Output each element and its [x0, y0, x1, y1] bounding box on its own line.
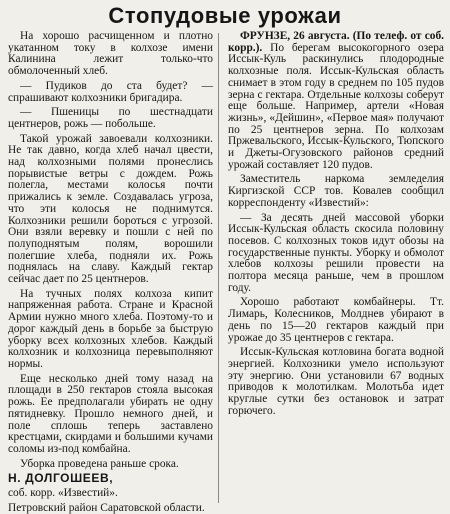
article-title: Стопудовые урожаи [108, 3, 342, 28]
column-divider [218, 33, 219, 503]
left-paragraph-5: На тучных полях колхоза кипит напряженная работа. Стране и Красной Армии нужно много хлеба. Поэтому-то и дорог каждый день в борьбе за быструю уборку всех колхозных хлебов. Каждый колхозник и колхозница перевыполняют нормы. [8, 287, 213, 370]
right-column [228, 31, 444, 507]
left-paragraph-7: Уборка проведена раньше срока. [20, 457, 179, 470]
left-paragraph-2: — Пудиков до ста будет? — спрашивают колхозники бригадира. [8, 79, 213, 104]
left-paragraph-1: На хорошо расчищенном и плотно укатанном току в колхозе имени Калинина лежит только-что обмолоченный хлеб. [8, 30, 213, 78]
right-paragraph-5: Иссык-Кульская котловина богата водной энергией. Колхозники умело используют эту энергию. Они установили 67 водных приводов к молотилкам. Молотьба идет круглые сутки без остановок и затрат горючего. [228, 346, 444, 417]
left-paragraph-3: — Пшеницы по шестнадцати центнеров, рожь — побольше. [8, 106, 213, 130]
author-role: соб. корр. «Известий». [8, 487, 118, 500]
dateline: ФРУНЗЕ, 26 августа. (По телеф. от соб. корр.). [228, 30, 444, 54]
author-name: Н. ДОЛГОШЕЕВ, [8, 471, 114, 486]
left-paragraph-4: Такой урожай завоевали колхозники. Не так давно, когда хлеб начал цвести, над колхозными полями пронеслись порывистые ветры с дождем. Рожь полегла, местами колосья почти прижались к земле. Создавалась угроза, что эти колосья не поднимутся. Колхозники решили бороться с угрозой. Они взяли веревку и пошли с ней по полуподнятым полям, ворошили полегшие хлеба, подняли их. Рожь поднялась на славу. Каждый гектар сейчас дает по 25 центнеров. [8, 132, 213, 286]
right-paragraph-4: Хорошо работают комбайнеры. Тт. Лимарь, Колесников, Молднев убирают в день по 15—20 гектаров каждый при урожае до 35 центнеров с гектара. [228, 296, 444, 344]
right-paragraph-2: Заместитель наркома земледелия Киргизской ССР тов. Ковалев сообщил корреспонденту «Известий»: [228, 173, 444, 209]
author-location: Петровский район Саратовской области. [8, 501, 205, 514]
left-column [8, 30, 213, 514]
left-paragraph-6: Еще несколько дней тому назад на площади в 250 гектаров стояла высокая рожь. Ее предполагали убирать не одну пятидневку. Прошло немного дней, и поле сплошь теперь заставлено крестцами, скирдами и большими кучами соломы из-под комбайна. [8, 372, 213, 455]
right-lead-paragraph [228, 31, 444, 171]
right-paragraph-3: — За десять дней массовой уборки Иссык-Кульская область скосила половину посевов. С колхозных токов идут обозы на государственные пункты. Уборку и обмолот хлебов колхозы решили провести на полтора месяца раньше, чем в прошлом году. [228, 211, 444, 294]
right-paragraph-1: По берегам высокогорного озера Иссык-Куль раскинулись плодородные колхозные поля. Иссык-Кульская область снимает в этом году в среднем по 105 пудов зерна с гектара. Отдельные колхозы соберут еще больше. Например, артели «Новая жизнь», «Дейшин», «Первое мая» получают по 25 центнеров зерна. По колхозам Пржевальского, Иссык-Кульского, Тюпского и Джеты-Огузовского районов средний урожай составляет 120 пудов. [228, 41, 444, 171]
